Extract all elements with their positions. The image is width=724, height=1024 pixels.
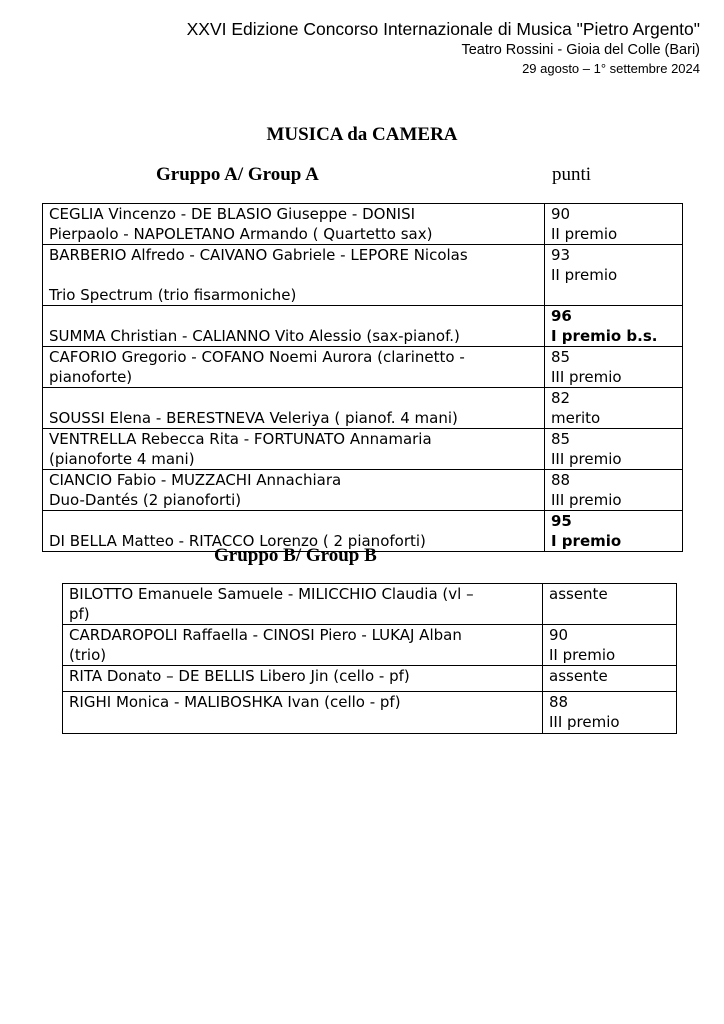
result-cell	[545, 388, 683, 429]
result-value: assente	[549, 585, 608, 603]
prize-value: III premio	[551, 368, 622, 386]
participants-cell	[43, 245, 545, 306]
prize-value: I premio b.s.	[551, 327, 658, 345]
participants-line: (pianoforte 4 mani)	[49, 450, 195, 468]
table-row	[43, 306, 683, 347]
score-value: 90	[551, 205, 571, 223]
group-a-table	[42, 203, 683, 552]
table-row	[43, 429, 683, 470]
result-cell	[545, 429, 683, 470]
participants-cell	[43, 306, 545, 347]
participants-line: RIGHI Monica - MALIBOSHKA Ivan (cello - pf)	[69, 693, 401, 711]
participants-cell	[43, 204, 545, 245]
table-row	[43, 245, 683, 306]
participants-line: pf)	[69, 605, 90, 623]
participants-cell	[43, 429, 545, 470]
result-cell	[545, 511, 683, 552]
prize-value: II premio	[551, 225, 618, 243]
prize-value: III premio	[549, 713, 620, 731]
section-title: MUSICA da CAMERA	[266, 124, 458, 145]
prize-value: I premio	[551, 532, 622, 550]
result-cell	[545, 470, 683, 511]
result-cell	[543, 625, 677, 666]
participants-line: SOUSSI Elena - BERESTNEVA Veleriya ( pianof. 4 mani)	[49, 409, 458, 427]
participants-line: SUMMA Christian - CALIANNO Vito Alessio (sax-pianof.)	[49, 327, 460, 345]
participants-line: CIANCIO Fabio - MUZZACHI Annachiara	[49, 471, 342, 489]
group-b-table	[62, 583, 677, 734]
score-value: 95	[551, 512, 572, 530]
prize-value: II premio	[549, 646, 616, 664]
participants-line: RITA Donato – DE BELLIS Libero Jin (cello - pf)	[69, 667, 410, 685]
participants-cell	[63, 625, 543, 666]
result-cell	[545, 204, 683, 245]
table-row	[63, 584, 677, 625]
table-row	[43, 347, 683, 388]
group-b-title: Gruppo B/ Group B	[214, 545, 377, 566]
table-row	[43, 388, 683, 429]
prize-value: II premio	[551, 266, 618, 284]
prize-value: merito	[551, 409, 601, 427]
prize-value: III premio	[551, 491, 622, 509]
participants-line: Trio Spectrum (trio fisarmoniche)	[49, 286, 297, 304]
result-cell	[543, 692, 677, 734]
participants-line: pianoforte)	[49, 368, 133, 386]
score-column-header: punti	[552, 164, 592, 185]
table-row	[43, 204, 683, 245]
table-row	[63, 692, 677, 734]
score-value: 85	[551, 430, 571, 448]
result-cell	[545, 245, 683, 306]
participants-line: Pierpaolo - NAPOLETANO Armando ( Quartetto sax)	[49, 225, 433, 243]
result-cell	[543, 584, 677, 625]
participants-cell	[63, 692, 543, 734]
prize-value: III premio	[551, 450, 622, 468]
result-cell	[545, 306, 683, 347]
header-venue: Teatro Rossini - Gioia del Colle (Bari)	[461, 42, 700, 58]
result-value: assente	[549, 667, 608, 685]
header-dates: 29 agosto – 1° settembre 2024	[522, 61, 700, 76]
score-value: 88	[551, 471, 571, 489]
table-row	[63, 625, 677, 666]
score-value: 93	[551, 246, 571, 264]
participants-line: (trio)	[69, 646, 107, 664]
group-a-title: Gruppo A/ Group A	[156, 164, 319, 185]
participants-cell	[43, 347, 545, 388]
result-cell	[545, 347, 683, 388]
participants-cell	[63, 666, 543, 692]
score-value: 85	[551, 348, 571, 366]
participants-cell	[43, 470, 545, 511]
participants-cell	[43, 388, 545, 429]
participants-cell	[63, 584, 543, 625]
score-value: 88	[549, 693, 569, 711]
result-cell	[543, 666, 677, 692]
header-title: XXVI Edizione Concorso Internazionale di Musica "Pietro Argento"	[186, 19, 700, 39]
participants-line: CEGLIA Vincenzo - DE BLASIO Giuseppe - DONISI	[49, 205, 416, 223]
participants-line: BILOTTO Emanuele Samuele - MILICCHIO Claudia (vl –	[69, 585, 474, 603]
participants-line: CAFORIO Gregorio - COFANO Noemi Aurora (clarinetto -	[49, 348, 465, 366]
participants-line: BARBERIO Alfredo - CAIVANO Gabriele - LEPORE Nicolas	[49, 246, 468, 264]
score-value: 90	[549, 626, 569, 644]
participants-line: VENTRELLA Rebecca Rita - FORTUNATO Annamaria	[49, 430, 432, 448]
score-value: 96	[551, 307, 572, 325]
participants-line: CARDAROPOLI Raffaella - CINOSI Piero - LUKAJ Alban	[69, 626, 462, 644]
score-value: 82	[551, 389, 571, 407]
participants-line: Duo-Dantés (2 pianoforti)	[49, 491, 242, 509]
table-row	[43, 470, 683, 511]
table-row	[63, 666, 677, 692]
participants-line: DI BELLA Matteo - RITACCO Lorenzo ( 2 pianoforti)	[49, 532, 426, 550]
